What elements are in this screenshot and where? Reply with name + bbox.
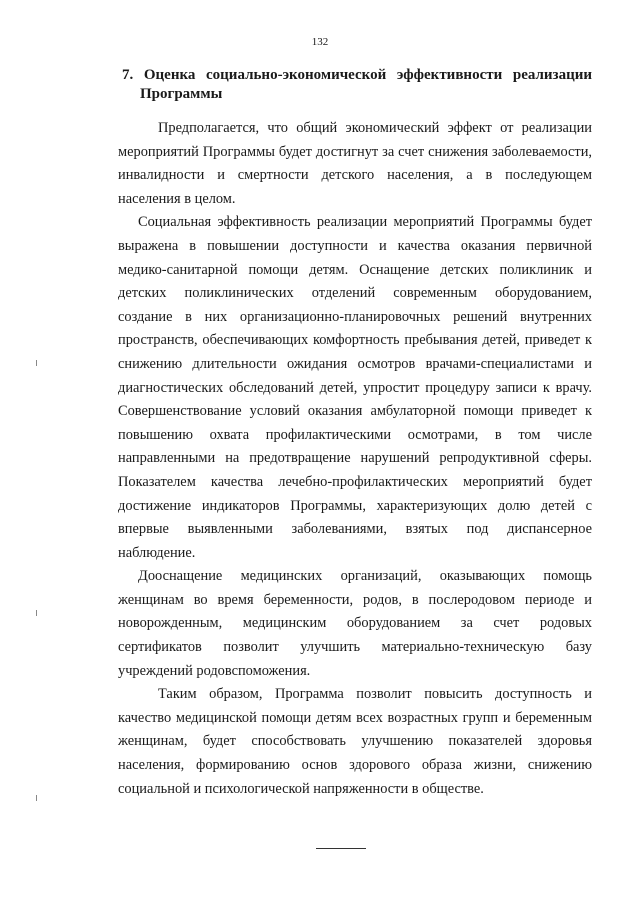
paragraph-social-effect: Социальная эффективность реализации мероприятий Программы будет выражена в повышении доступности и качества оказания первичной медико-санитарной помощи детям. Оснащение детских поликлиник и детских поликлинических отделений современным оборудованием, создание в них организационно-планировочных решений внутренних пространств, обеспечивающих комфортность пребывания детей, приведет к снижению длительности ожидания осмотров врачами-специалистами и диагностических обследований детей, упростит процедуру записи к врачу. Совершенствование условий оказания амбулаторной помощи приведет к повышению охвата профилактическими осмотрами, в том числе направленными на предотвращение нарушений репродуктивной сферы. Показателем качества лечебно-профилактических мероприятий будет достижение индикаторов Программы, характеризующих долю детей с впервые выявленными заболеваниями, взятых под диспансерное наблюдение. (118, 214, 592, 561)
paragraph-conclusion: Таким образом, Программа позволит повысить доступность и качество медицинской помощи детям всех возрастных групп и беременным женщинам, будет способствовать улучшению показателей здоровья населения, формированию основ здорового образа жизни, снижению социальной и психологической напряженности в обществе. (118, 686, 592, 797)
section-heading-continuation: Программы (140, 86, 223, 102)
margin-mark (36, 360, 37, 366)
paragraph-equipment: Дооснащение медицинских организаций, оказывающих помощь женщинам во время беременности, родов, в послеродовом периоде и новорожденным, медицинским оборудованием за счет родовых сертификатов позволит улучшить материально-техническую базу учреждений родовспоможения. (118, 568, 592, 679)
paragraph-economic-effect: Предполагается, что общий экономический эффект от реализации мероприятий Программы будет достигнут за счет снижения заболеваемости, инвалидности и смертности детского населения, а в последующем населения в целом. (118, 120, 592, 207)
closing-rule (316, 848, 366, 849)
section-heading: 7. Оценка социально-экономической эффективности реализации (122, 67, 592, 83)
margin-mark (36, 610, 37, 616)
document-body (118, 117, 592, 801)
page-number: 132 (311, 36, 329, 48)
margin-mark (36, 795, 37, 801)
